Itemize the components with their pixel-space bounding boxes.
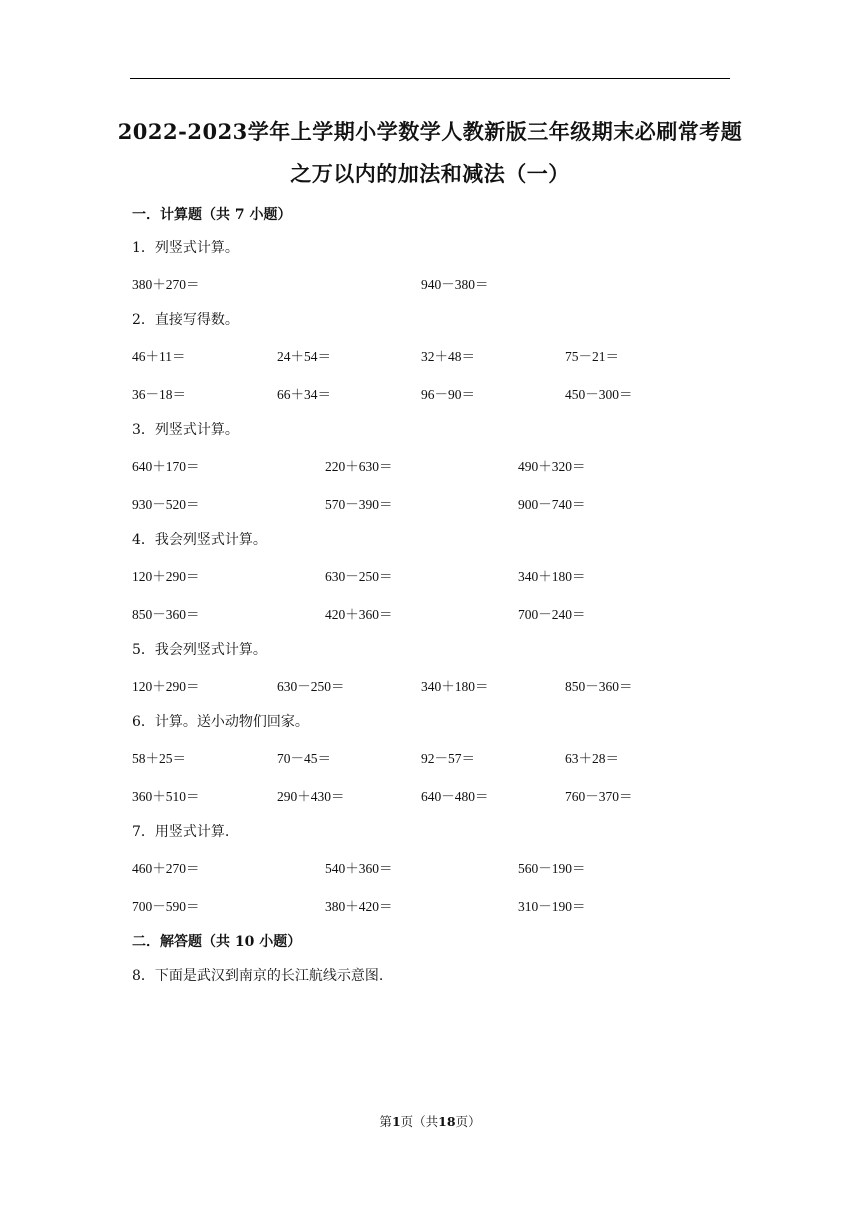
expression: 63＋28＝ — [565, 751, 619, 766]
expression: 630－250＝ — [277, 679, 345, 694]
expression: 96－90＝ — [421, 387, 475, 402]
question-2-row — [132, 383, 732, 403]
question-7-row — [132, 895, 732, 915]
question-4-row — [132, 565, 732, 585]
expression: 900－740＝ — [518, 497, 586, 512]
expression: 120＋290＝ — [132, 679, 200, 694]
expression: 570－390＝ — [325, 497, 393, 512]
expression: 340＋180＝ — [518, 569, 586, 584]
expression: 420＋360＝ — [325, 607, 393, 622]
section-heading-calculation: 一．计算题（共 7 小题） — [132, 207, 292, 223]
expression: 930－520＝ — [132, 497, 200, 512]
expression: 66＋34＝ — [277, 387, 331, 402]
expression: 560－190＝ — [518, 861, 586, 876]
question-4-prompt: 4．我会列竖式计算。 — [132, 532, 267, 548]
expression: 700－240＝ — [518, 607, 586, 622]
expression: 70－45＝ — [277, 751, 331, 766]
question-3-prompt: 3．列竖式计算。 — [132, 422, 239, 438]
expression: 760－370＝ — [565, 789, 633, 804]
question-6-row — [132, 747, 732, 767]
header-rule — [130, 78, 730, 79]
expression: 310－190＝ — [518, 899, 586, 914]
expression: 58＋25＝ — [132, 751, 186, 766]
footer-middle: 页（共 — [400, 1114, 439, 1129]
page-footer — [0, 1112, 860, 1130]
expression: 290＋430＝ — [277, 789, 345, 804]
expression: 36－18＝ — [132, 387, 186, 402]
question-2-row — [132, 345, 732, 365]
question-5-row — [132, 675, 732, 695]
question-6-prompt: 6．计算。送小动物们回家。 — [132, 714, 309, 730]
question-3-row — [132, 455, 732, 475]
expression: 75－21＝ — [565, 349, 619, 364]
expression: 540＋360＝ — [325, 861, 393, 876]
document-title-line-2: 之万以内的加法和减法（一） — [290, 161, 570, 186]
total-pages: 18 — [438, 1114, 456, 1129]
expression: 380＋270＝ — [132, 277, 200, 292]
expression: 700－590＝ — [132, 899, 200, 914]
page-number: 1 — [391, 1114, 401, 1129]
expression: 92－57＝ — [421, 751, 475, 766]
question-1-prompt: 1．列竖式计算。 — [132, 240, 239, 256]
expression: 850－360＝ — [565, 679, 633, 694]
expression: 640＋170＝ — [132, 459, 200, 474]
question-7-prompt: 7．用竖式计算. — [132, 824, 230, 840]
question-2-prompt: 2．直接写得数。 — [132, 312, 239, 328]
expression: 380＋420＝ — [325, 899, 393, 914]
expression: 220＋630＝ — [325, 459, 393, 474]
expression: 490＋320＝ — [518, 459, 586, 474]
expression: 460＋270＝ — [132, 861, 200, 876]
question-1-row — [132, 273, 732, 293]
question-5-prompt: 5．我会列竖式计算。 — [132, 642, 267, 658]
expression: 120＋290＝ — [132, 569, 200, 584]
expression: 24＋54＝ — [277, 349, 331, 364]
footer-prefix: 第 — [379, 1114, 392, 1129]
document-title-line-1: 2022-2023学年上学期小学数学人教新版三年级期末必刷常考题 — [117, 119, 743, 144]
expression: 46＋11＝ — [132, 349, 186, 364]
expression: 32＋48＝ — [421, 349, 475, 364]
expression: 360＋510＝ — [132, 789, 200, 804]
section-heading-answers: 二．解答题（共 10 小题） — [132, 934, 302, 950]
expression: 450－300＝ — [565, 387, 633, 402]
question-4-row — [132, 603, 732, 623]
expression: 640－480＝ — [421, 789, 489, 804]
question-7-row — [132, 857, 732, 877]
expression: 850－360＝ — [132, 607, 200, 622]
question-8-prompt: 8．下面是武汉到南京的长江航线示意图. — [132, 968, 384, 984]
expression: 630－250＝ — [325, 569, 393, 584]
expression: 340＋180＝ — [421, 679, 489, 694]
question-6-row — [132, 785, 732, 805]
footer-suffix: 页） — [455, 1114, 481, 1129]
expression: 940－380＝ — [421, 277, 489, 292]
question-3-row — [132, 493, 732, 513]
